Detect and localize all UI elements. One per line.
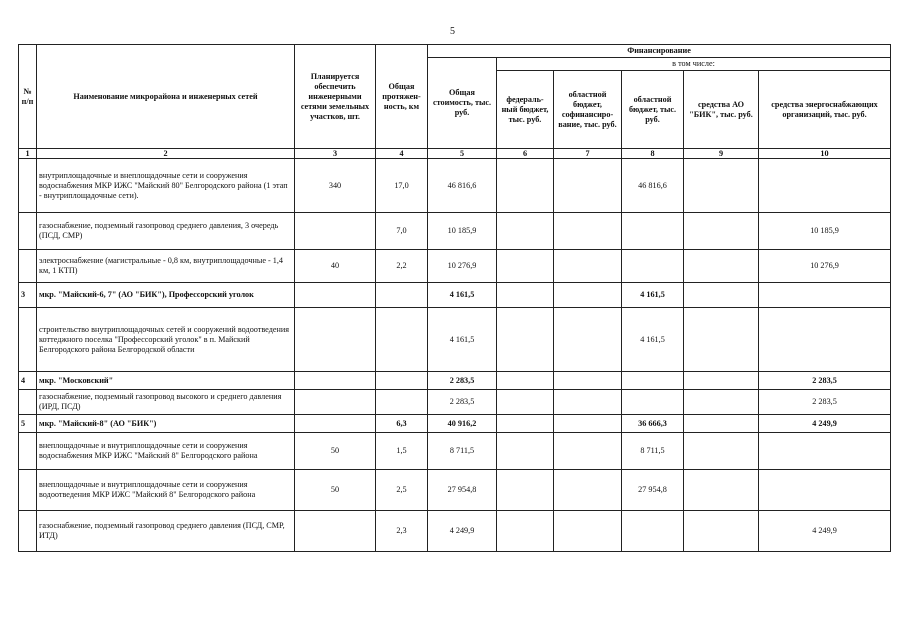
header-num: № п/п: [19, 45, 37, 149]
row-bik: [684, 415, 759, 433]
row-name: строительство внутриплощадочных сетей и сооружений водоотведения коттеджного поселка "Профессорский уголок" в п. Майский Белгородского района Белгородской области: [37, 308, 295, 372]
row-num: [19, 159, 37, 213]
header-name: Наименование микрорайона и инженерных сетей: [37, 45, 295, 149]
row-length: [376, 283, 428, 308]
row-name: газоснабжение, подземный газопровод среднего давления (ПСД, СМР, ИТД): [37, 511, 295, 552]
table-row: [19, 372, 891, 390]
table-header: [19, 45, 891, 159]
row-name: мкр. "Майский-6, 7" (АО "БИК"), Профессорский уголок: [37, 283, 295, 308]
row-num: [19, 511, 37, 552]
row-name: электроснабжение (магистральные - 0,8 км, внутриплощадочные - 1,4 км, 1 КТП): [37, 250, 295, 283]
row-cofin: [554, 470, 622, 511]
row-cofin: [554, 283, 622, 308]
row-num: 5: [19, 415, 37, 433]
row-total: 4 249,9: [428, 511, 497, 552]
row-plots: [295, 308, 376, 372]
row-plots: [295, 213, 376, 250]
row-regional: [622, 250, 684, 283]
row-regional: [622, 390, 684, 415]
column-number: 6: [497, 149, 554, 159]
row-regional: 46 816,6: [622, 159, 684, 213]
table-row: [19, 308, 891, 372]
column-number: 1: [19, 149, 37, 159]
row-energy: 4 249,9: [759, 415, 891, 433]
row-energy: 4 249,9: [759, 511, 891, 552]
header-length: Общая протяжен-ность, км: [376, 45, 428, 149]
row-total: 4 161,5: [428, 283, 497, 308]
row-total: 40 916,2: [428, 415, 497, 433]
column-number: 7: [554, 149, 622, 159]
row-num: [19, 213, 37, 250]
row-length: 1,5: [376, 433, 428, 470]
row-bik: [684, 390, 759, 415]
row-regional: [622, 372, 684, 390]
row-total: 27 954,8: [428, 470, 497, 511]
header-energy: средства энергоснабжающих организаций, тыс. руб.: [759, 71, 891, 149]
table-row: [19, 433, 891, 470]
row-regional: 8 711,5: [622, 433, 684, 470]
row-regional: 4 161,5: [622, 308, 684, 372]
row-federal: [497, 308, 554, 372]
row-length: 7,0: [376, 213, 428, 250]
row-federal: [497, 213, 554, 250]
row-num: [19, 250, 37, 283]
row-energy: [759, 283, 891, 308]
row-energy: [759, 433, 891, 470]
row-cofin: [554, 433, 622, 470]
column-number-row: [19, 149, 891, 159]
table-row: [19, 415, 891, 433]
row-name: газоснабжение, подземный газопровод среднего давления, 3 очередь (ПСД, СМР): [37, 213, 295, 250]
row-length: 17,0: [376, 159, 428, 213]
column-number: 8: [622, 149, 684, 159]
row-bik: [684, 283, 759, 308]
row-total: 46 816,6: [428, 159, 497, 213]
row-regional: 36 666,3: [622, 415, 684, 433]
row-num: 3: [19, 283, 37, 308]
row-energy: 2 283,5: [759, 390, 891, 415]
column-number: 5: [428, 149, 497, 159]
header-plots: Планируется обеспечить инженерными сетями земельных участков, шт.: [295, 45, 376, 149]
column-number: 4: [376, 149, 428, 159]
column-number: 3: [295, 149, 376, 159]
row-energy: 10 185,9: [759, 213, 891, 250]
header-federal: федераль-ный бюджет, тыс. руб.: [497, 71, 554, 149]
table-row: [19, 250, 891, 283]
row-length: [376, 372, 428, 390]
row-energy: [759, 159, 891, 213]
row-regional: [622, 511, 684, 552]
row-num: [19, 470, 37, 511]
row-total: 10 185,9: [428, 213, 497, 250]
row-name: мкр. "Московский": [37, 372, 295, 390]
row-length: 2,3: [376, 511, 428, 552]
row-cofin: [554, 390, 622, 415]
header-total-cost: Общая стоимость, тыс. руб.: [428, 58, 497, 149]
row-cofin: [554, 372, 622, 390]
table-row: [19, 511, 891, 552]
row-cofin: [554, 213, 622, 250]
row-bik: [684, 159, 759, 213]
table-row: [19, 390, 891, 415]
row-federal: [497, 250, 554, 283]
row-plots: [295, 372, 376, 390]
table-row: [19, 470, 891, 511]
row-plots: 50: [295, 433, 376, 470]
row-cofin: [554, 511, 622, 552]
financing-table: [18, 44, 891, 552]
row-bik: [684, 250, 759, 283]
row-total: 10 276,9: [428, 250, 497, 283]
row-regional: 4 161,5: [622, 283, 684, 308]
row-federal: [497, 415, 554, 433]
row-total: 8 711,5: [428, 433, 497, 470]
row-bik: [684, 433, 759, 470]
row-name: мкр. "Майский-8" (АО "БИК"): [37, 415, 295, 433]
row-cofin: [554, 250, 622, 283]
row-plots: [295, 283, 376, 308]
row-bik: [684, 470, 759, 511]
row-energy: [759, 470, 891, 511]
row-federal: [497, 283, 554, 308]
row-plots: 40: [295, 250, 376, 283]
table-row: [19, 283, 891, 308]
row-bik: [684, 511, 759, 552]
row-total: 2 283,5: [428, 390, 497, 415]
column-number: 2: [37, 149, 295, 159]
table-body: [19, 159, 891, 552]
column-number: 10: [759, 149, 891, 159]
row-federal: [497, 159, 554, 213]
row-length: 6,3: [376, 415, 428, 433]
row-federal: [497, 433, 554, 470]
row-cofin: [554, 159, 622, 213]
header-regional: областной бюджет, тыс. руб.: [622, 71, 684, 149]
row-federal: [497, 470, 554, 511]
table-row: [19, 213, 891, 250]
row-length: [376, 308, 428, 372]
row-cofin: [554, 415, 622, 433]
row-bik: [684, 308, 759, 372]
header-regional-cofin: областной бюджет, софинансиро-вание, тыс. руб.: [554, 71, 622, 149]
row-plots: [295, 511, 376, 552]
row-name: внеплощадочные и внутриплощадочные сети и сооружения водоотведения МКР ИЖС "Майский 8" Белгородского района: [37, 470, 295, 511]
row-total: 2 283,5: [428, 372, 497, 390]
row-cofin: [554, 308, 622, 372]
header-financing: Финансирование: [428, 45, 891, 58]
row-name: внутриплощадочные и внеплощадочные сети и сооружения водоснабжения МКР ИЖС "Майский 80" Белгородского района (1 этап - внутриплощадочные сети).: [37, 159, 295, 213]
row-bik: [684, 213, 759, 250]
row-plots: [295, 415, 376, 433]
row-federal: [497, 511, 554, 552]
row-num: [19, 308, 37, 372]
row-plots: 340: [295, 159, 376, 213]
header-including: в том числе:: [497, 58, 891, 71]
row-num: [19, 390, 37, 415]
row-length: 2,2: [376, 250, 428, 283]
row-plots: 50: [295, 470, 376, 511]
row-length: [376, 390, 428, 415]
row-plots: [295, 390, 376, 415]
row-num: 4: [19, 372, 37, 390]
page-number: 5: [450, 26, 455, 37]
row-length: 2,5: [376, 470, 428, 511]
row-name: газоснабжение, подземный газопровод высокого и среднего давления (ИРД, ПСД): [37, 390, 295, 415]
row-federal: [497, 372, 554, 390]
row-regional: [622, 213, 684, 250]
row-num: [19, 433, 37, 470]
row-total: 4 161,5: [428, 308, 497, 372]
row-energy: 10 276,9: [759, 250, 891, 283]
row-name: внеплощадочные и внутриплощадочные сети и сооружения водоснабжения МКР ИЖС "Майский 8" Белгородского района: [37, 433, 295, 470]
row-bik: [684, 372, 759, 390]
row-energy: [759, 308, 891, 372]
table-row: [19, 159, 891, 213]
header-bik: средства АО "БИК", тыс. руб.: [684, 71, 759, 149]
row-energy: 2 283,5: [759, 372, 891, 390]
column-number: 9: [684, 149, 759, 159]
row-federal: [497, 390, 554, 415]
row-regional: 27 954,8: [622, 470, 684, 511]
